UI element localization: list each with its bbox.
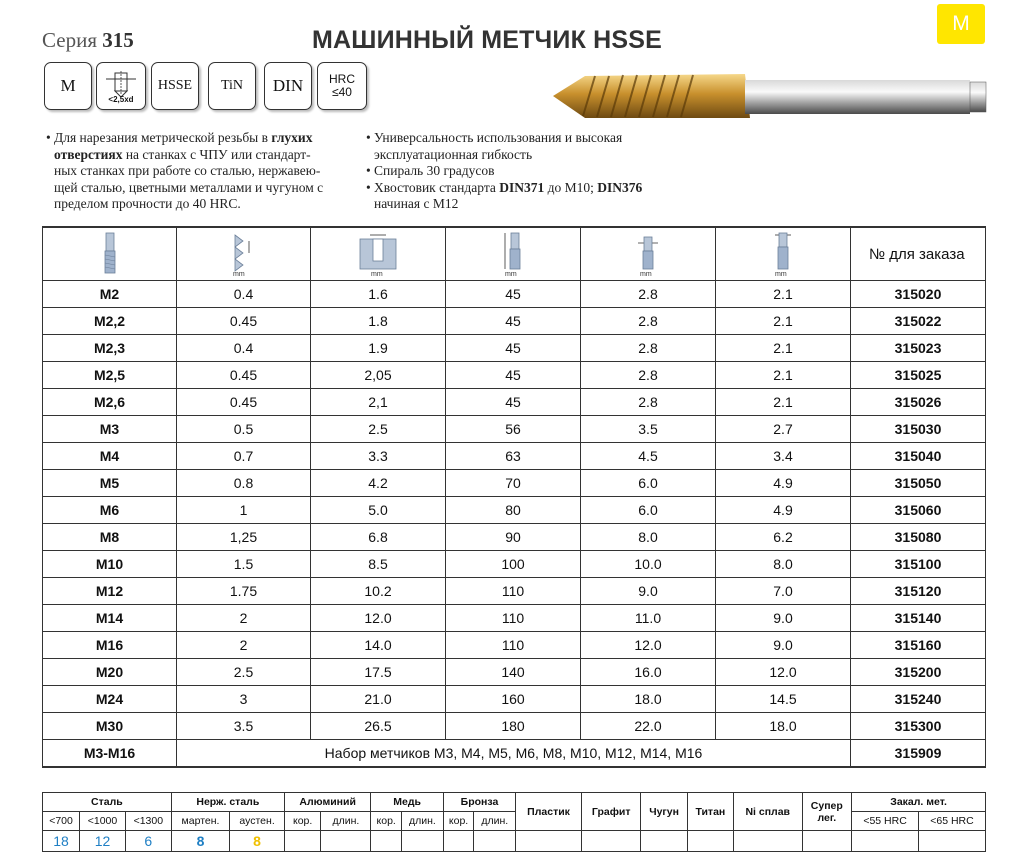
cell-size: M2,2 — [43, 308, 177, 335]
cell-drill: 14.0 — [311, 632, 446, 659]
material-rating — [641, 831, 687, 852]
blind-hole-depth-icon — [96, 62, 146, 110]
cell-shank: 11.0 — [581, 605, 716, 632]
cell-size: M30 — [43, 713, 177, 740]
table-row — [43, 416, 986, 443]
tap-spec-table — [42, 226, 986, 768]
table-row — [43, 578, 986, 605]
hrc-label: HRC — [329, 72, 355, 86]
cell-square: 2.1 — [716, 389, 851, 416]
cell-square: 2.1 — [716, 362, 851, 389]
bullet-text: на станках с ЧПУ или стандарт- — [122, 146, 311, 162]
bullet-text: ных станках при работе со сталью, нержавею- — [54, 163, 321, 178]
series-word: Серия — [42, 28, 97, 52]
cell-square: 2.1 — [716, 335, 851, 362]
bullet-bold: DIN376 — [597, 179, 643, 195]
material-rating — [802, 831, 852, 852]
cell-length: 110 — [446, 605, 581, 632]
table-row — [43, 335, 986, 362]
material-subheader: <700 — [43, 812, 80, 831]
cell-order: 315240 — [851, 686, 986, 713]
material-rating: 6 — [125, 831, 171, 852]
cell-square: 6.2 — [716, 524, 851, 551]
table-row — [43, 308, 986, 335]
bullet-shank — [366, 180, 706, 213]
material-subheader: <1000 — [80, 812, 126, 831]
tap-size-icon — [100, 229, 120, 277]
cell-length: 56 — [446, 416, 581, 443]
bullet-text: Хвостовик стандарта — [374, 179, 500, 195]
cell-square: 4.9 — [716, 497, 851, 524]
cell-square: 9.0 — [716, 605, 851, 632]
cell-drill: 6.8 — [311, 524, 446, 551]
cell-drill: 1.9 — [311, 335, 446, 362]
aluminium-header: Алюминий — [284, 793, 371, 812]
col-length-header — [446, 227, 581, 281]
graphite-header: Графит — [581, 793, 641, 831]
cell-drill: 2,1 — [311, 389, 446, 416]
mm-unit: mm — [232, 270, 245, 277]
material-rating — [371, 831, 402, 852]
total-length-icon — [501, 229, 525, 277]
material-rating: 18 — [43, 831, 80, 852]
cell-pitch: 1.75 — [177, 578, 311, 605]
material-subheader: кор. — [284, 812, 320, 831]
table-row — [43, 281, 986, 308]
cell-pitch: 0.4 — [177, 281, 311, 308]
cell-set-description: Набор метчиков M3, M4, M5, M6, M8, M10, M12, M14, M16 — [177, 740, 851, 768]
cell-size: M8 — [43, 524, 177, 551]
cell-pitch: 0.7 — [177, 443, 311, 470]
material-rating — [919, 831, 986, 852]
bullet-application — [46, 130, 346, 213]
cell-size: M16 — [43, 632, 177, 659]
cast-iron-header: Чугун — [641, 793, 687, 831]
bullet-text: начиная с М12 — [374, 196, 459, 211]
hsse-material-icon: HSSE — [151, 62, 199, 110]
cell-order: 315026 — [851, 389, 986, 416]
cell-square: 2.1 — [716, 308, 851, 335]
cell-order: 315160 — [851, 632, 986, 659]
cell-length: 180 — [446, 713, 581, 740]
cell-size: M2,3 — [43, 335, 177, 362]
hrc-value: ≤40 — [332, 85, 352, 99]
super-alloy-header — [802, 793, 852, 831]
col-square-header — [716, 227, 851, 281]
cell-drill: 5.0 — [311, 497, 446, 524]
super-alloy-line1: Супер — [810, 799, 843, 812]
cell-size: M14 — [43, 605, 177, 632]
cell-square: 8.0 — [716, 551, 851, 578]
table-row — [43, 632, 986, 659]
cell-order: 315030 — [851, 416, 986, 443]
cell-square: 7.0 — [716, 578, 851, 605]
bullet-text: Спираль 30 градусов — [374, 163, 495, 178]
bullet-text: Для нарезания метрической резьбы в — [54, 130, 272, 145]
col-shank-header — [581, 227, 716, 281]
mm-unit: mm — [775, 270, 787, 277]
cell-order: 315909 — [851, 740, 986, 768]
hrc-limit-icon — [317, 62, 367, 110]
cell-order: 315040 — [851, 443, 986, 470]
cell-drill: 8.5 — [311, 551, 446, 578]
cell-shank: 4.5 — [581, 443, 716, 470]
cell-size: M24 — [43, 686, 177, 713]
bullet-text: эксплуатационная гибкость — [374, 146, 533, 162]
stainless-header: Нерж. сталь — [171, 793, 284, 812]
cell-length: 100 — [446, 551, 581, 578]
shank-diameter-icon — [634, 229, 662, 277]
cell-square: 3.4 — [716, 443, 851, 470]
cell-pitch: 0.5 — [177, 416, 311, 443]
cell-drill: 12.0 — [311, 605, 446, 632]
table-row — [43, 389, 986, 416]
tap-image — [545, 66, 990, 126]
bullet-text: Универсальность использования и высокая — [374, 130, 623, 145]
cell-order: 315060 — [851, 497, 986, 524]
bronze-header: Бронза — [443, 793, 515, 812]
table-row — [43, 362, 986, 389]
cell-square: 12.0 — [716, 659, 851, 686]
cell-pitch: 3.5 — [177, 713, 311, 740]
table-row — [43, 605, 986, 632]
cell-order: 315080 — [851, 524, 986, 551]
cell-length: 80 — [446, 497, 581, 524]
bullet-text: до M10; — [544, 179, 598, 195]
super-alloy-line2: лег. — [817, 811, 837, 824]
bullet-bold: отверстиях — [54, 146, 123, 162]
cell-length: 110 — [446, 632, 581, 659]
cell-order: 315022 — [851, 308, 986, 335]
cell-length: 63 — [446, 443, 581, 470]
material-subheader: кор. — [371, 812, 402, 831]
cell-length: 160 — [446, 686, 581, 713]
col-drill-header — [311, 227, 446, 281]
titanium-header: Титан — [687, 793, 733, 831]
cell-drill: 4.2 — [311, 470, 446, 497]
cell-drill: 2.5 — [311, 416, 446, 443]
cell-shank: 2.8 — [581, 308, 716, 335]
cell-pitch: 0.45 — [177, 308, 311, 335]
set-row — [43, 740, 986, 768]
cell-drill: 3.3 — [311, 443, 446, 470]
metric-thread-icon: M — [44, 62, 92, 110]
table-row — [43, 686, 986, 713]
cell-size: M4 — [43, 443, 177, 470]
table-row — [43, 713, 986, 740]
cell-drill: 10.2 — [311, 578, 446, 605]
material-subheader: <55 HRC — [852, 812, 919, 831]
square-size-icon — [769, 229, 797, 277]
table-row — [43, 443, 986, 470]
cell-size: M2,6 — [43, 389, 177, 416]
bullet-text: пределом прочности до 40 HRC. — [54, 196, 241, 211]
materials-header-row — [43, 793, 986, 812]
material-rating — [852, 831, 919, 852]
cell-order: 315050 — [851, 470, 986, 497]
table-row — [43, 659, 986, 686]
col-order-header: № для заказа — [851, 227, 986, 281]
cell-size: M20 — [43, 659, 177, 686]
cell-drill: 1.8 — [311, 308, 446, 335]
mm-unit: mm — [640, 270, 652, 277]
cell-square: 18.0 — [716, 713, 851, 740]
cell-shank: 16.0 — [581, 659, 716, 686]
cell-pitch: 3 — [177, 686, 311, 713]
cell-size: M5 — [43, 470, 177, 497]
cell-pitch: 2 — [177, 605, 311, 632]
material-rating: 8 — [230, 831, 285, 852]
material-rating: 8 — [171, 831, 230, 852]
cell-shank: 2.8 — [581, 335, 716, 362]
thread-pitch-icon — [229, 229, 259, 277]
cell-size: M6 — [43, 497, 177, 524]
cell-drill: 21.0 — [311, 686, 446, 713]
cell-pitch: 0.8 — [177, 470, 311, 497]
cell-pitch: 0.45 — [177, 362, 311, 389]
copper-header: Медь — [371, 793, 443, 812]
cell-shank: 2.8 — [581, 281, 716, 308]
cell-shank: 6.0 — [581, 497, 716, 524]
material-rating — [474, 831, 516, 852]
cell-size: M3 — [43, 416, 177, 443]
col-size-header — [43, 227, 177, 281]
material-rating — [284, 831, 320, 852]
cell-shank: 8.0 — [581, 524, 716, 551]
cell-order: 315140 — [851, 605, 986, 632]
material-subheader: мартен. — [171, 812, 230, 831]
cell-order: 315300 — [851, 713, 986, 740]
cell-length: 45 — [446, 308, 581, 335]
cell-pitch: 2 — [177, 632, 311, 659]
cell-length: 45 — [446, 335, 581, 362]
materials-table — [42, 792, 986, 852]
table-header-row — [43, 227, 986, 281]
material-subheader: <1300 — [125, 812, 171, 831]
cell-square: 9.0 — [716, 632, 851, 659]
mm-unit: mm — [371, 270, 383, 277]
cell-order: 315200 — [851, 659, 986, 686]
cell-shank: 6.0 — [581, 470, 716, 497]
depth-label: <2,5xd — [108, 94, 134, 104]
material-rating — [401, 831, 443, 852]
material-subheader: <65 HRC — [919, 812, 986, 831]
cell-length: 70 — [446, 470, 581, 497]
description-right — [366, 130, 706, 213]
cell-pitch: 2.5 — [177, 659, 311, 686]
cell-drill: 2,05 — [311, 362, 446, 389]
cell-order: 315023 — [851, 335, 986, 362]
hardened-header: Закал. мет. — [852, 793, 986, 812]
cell-square: 14.5 — [716, 686, 851, 713]
cell-square: 2.1 — [716, 281, 851, 308]
table-row — [43, 470, 986, 497]
material-subheader: длин. — [321, 812, 371, 831]
cell-length: 45 — [446, 362, 581, 389]
cell-size: M3-M16 — [43, 740, 177, 768]
plastic-header: Пластик — [516, 793, 582, 831]
cell-pitch: 1,25 — [177, 524, 311, 551]
cell-pitch: 0.45 — [177, 389, 311, 416]
tin-coating-icon: TiN — [208, 62, 256, 110]
materials-ratings-row — [43, 831, 986, 852]
material-rating: 12 — [80, 831, 126, 852]
table-row — [43, 497, 986, 524]
cell-pitch: 1 — [177, 497, 311, 524]
cell-shank: 12.0 — [581, 632, 716, 659]
cell-drill: 1.6 — [311, 281, 446, 308]
cell-shank: 3.5 — [581, 416, 716, 443]
bullet-text: щей сталью, цветными металлами и чугуном с — [54, 179, 324, 195]
cell-size: M10 — [43, 551, 177, 578]
material-rating — [516, 831, 582, 852]
cell-order: 315020 — [851, 281, 986, 308]
cell-length: 140 — [446, 659, 581, 686]
cell-drill: 17.5 — [311, 659, 446, 686]
page-title: МАШИННЫЙ МЕТЧИК HSSE — [312, 26, 663, 54]
table-row — [43, 524, 986, 551]
description-left — [46, 130, 346, 213]
cell-order: 315120 — [851, 578, 986, 605]
material-badge: M — [937, 4, 985, 44]
cell-order: 315100 — [851, 551, 986, 578]
cell-length: 45 — [446, 389, 581, 416]
bullet-bold: DIN371 — [499, 179, 545, 195]
cell-length: 110 — [446, 578, 581, 605]
ni-alloy-header: Ni сплав — [734, 793, 803, 831]
cell-shank: 9.0 — [581, 578, 716, 605]
cell-length: 90 — [446, 524, 581, 551]
mm-unit: mm — [505, 270, 517, 277]
cell-size: M12 — [43, 578, 177, 605]
bullet-bold: глухих — [271, 130, 313, 145]
material-rating — [734, 831, 803, 852]
col-pitch-header — [177, 227, 311, 281]
material-subheader: длин. — [401, 812, 443, 831]
cell-pitch: 0.4 — [177, 335, 311, 362]
material-subheader: аустен. — [230, 812, 285, 831]
cell-shank: 2.8 — [581, 389, 716, 416]
cell-pitch: 1.5 — [177, 551, 311, 578]
cell-shank: 2.8 — [581, 362, 716, 389]
cell-drill: 26.5 — [311, 713, 446, 740]
cell-square: 4.9 — [716, 470, 851, 497]
cell-shank: 18.0 — [581, 686, 716, 713]
cell-order: 315025 — [851, 362, 986, 389]
cell-shank: 22.0 — [581, 713, 716, 740]
cell-size: M2,5 — [43, 362, 177, 389]
bullet-spiral — [366, 163, 706, 180]
cell-size: M2 — [43, 281, 177, 308]
cell-shank: 10.0 — [581, 551, 716, 578]
steel-header: Сталь — [43, 793, 172, 812]
material-rating — [581, 831, 641, 852]
material-rating — [443, 831, 474, 852]
series-number: 315 — [102, 28, 134, 52]
series-label — [42, 28, 134, 53]
cell-square: 2.7 — [716, 416, 851, 443]
material-rating — [321, 831, 371, 852]
bullet-versatility — [366, 130, 706, 163]
drill-diameter-icon — [356, 229, 400, 277]
table-row — [43, 551, 986, 578]
din-standard-icon: DIN — [264, 62, 312, 110]
material-subheader: кор. — [443, 812, 474, 831]
material-subheader: длин. — [474, 812, 516, 831]
cell-length: 45 — [446, 281, 581, 308]
material-rating — [687, 831, 733, 852]
